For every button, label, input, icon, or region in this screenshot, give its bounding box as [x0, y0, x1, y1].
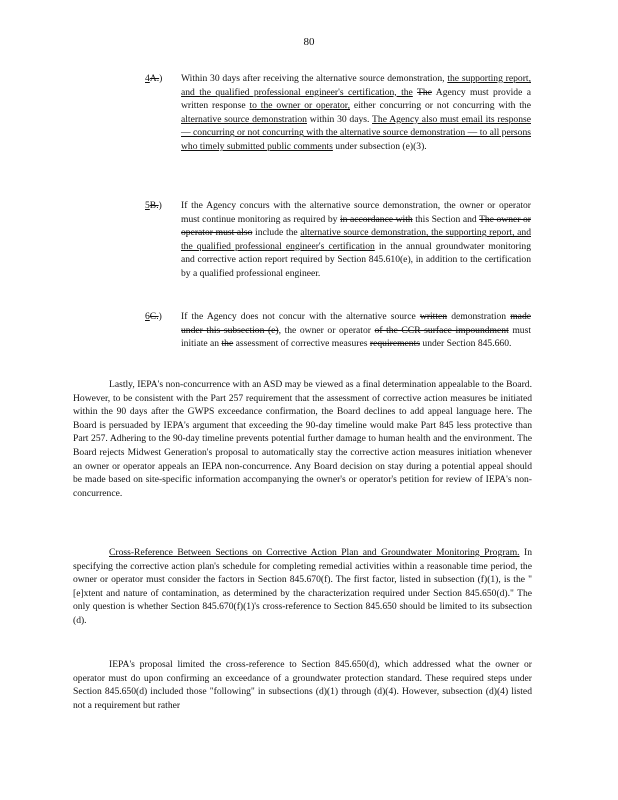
- item-text: [181, 310, 531, 351]
- item-label: 4A.): [145, 73, 163, 84]
- paragraph-iepa-proposal: [73, 658, 532, 712]
- text-run: demonstration: [447, 311, 511, 322]
- text-run: this Section and: [412, 213, 480, 225]
- text-run: under subsection (e)(3).: [332, 140, 427, 152]
- inserted-text: the supporting report, and the qualified professional engineer's certification, the: [181, 73, 531, 98]
- item-label: 5B.): [145, 200, 162, 211]
- text-run: either concurring or not concurring with the: [350, 100, 531, 112]
- text-run: under Section 845.660.: [420, 338, 512, 350]
- text-run: If the Agency does not concur with the alternative source: [181, 311, 420, 322]
- deleted-text: of the CCR surface impoundment: [374, 324, 509, 336]
- text-run: in the annual groundwater monitoring and corrective action report required by Section 845.610(e), in addition to the certification by a qualified professional engineer.: [181, 240, 531, 279]
- paragraph-cross-reference: [73, 546, 532, 628]
- deleted-text: written: [419, 311, 448, 322]
- deleted-text: made under this subsection (e): [181, 311, 531, 336]
- item-label: 6C.): [145, 311, 162, 322]
- inserted-text: alternative source demonstration, the supporting report, and the qualified professional engineer's certification: [181, 227, 531, 252]
- text-run: IEPA's proposal limited the cross-reference to Section 845.650(d), which addressed what the owner or operator must do upon confirming an exceedance of a groundwater protection standard. These required steps under Section 845.650(d) included those "following" in subsections (d)(1) through (d)(4). However, subsection (d)(4) listed not a requirement but rather: [73, 659, 532, 711]
- text-run: within 30 days.: [306, 113, 373, 125]
- inserted-text: The Agency also must email its response — concurring or not concurring with the alternative source demonstration — to all persons who timely submitted public comments: [181, 113, 531, 152]
- item-text: [181, 72, 531, 154]
- page-number: 80: [303, 36, 315, 48]
- inserted-text: alternative source demonstration: [181, 113, 307, 125]
- deleted-text: the: [221, 338, 234, 350]
- inserted-text: Cross-Reference Between Sections on Corrective Action Plan and Groundwater Monitoring Program.: [109, 547, 520, 558]
- deleted-text: The: [417, 86, 432, 98]
- text-run: , the owner or operator: [278, 324, 375, 336]
- text-run: must initiate an: [181, 324, 531, 350]
- text-run: Agency must provide a written response: [181, 86, 532, 112]
- text-run: assessment of corrective measures: [233, 338, 370, 350]
- text-run: Lastly, IEPA's non-concurrence with an ASD may be viewed as a final determination appealable to the Board. However, to be consistent with the Part 257 requirement that the assessment of corrective action measures be initiated within the 90 days after the GWPS exceedance confirmation, the Board declines to add appeal language here. The Board is persuaded by IEPA's argument that exceeding the 90-day timeline would make Part 845 less protective than Part 257. Adhering to the 90-day timeline prevents potential further damage to human health and the environment. The Board rejects Midwest Generation's proposal to automatically stay the corrective action measures initiation whenever an owner or operator appeals an IEPA non-concurrence. Any Board decision on stay during a potential appeal should be made based on site-specific information accompanying the owner's or operator's petition for review of IEPA's non-concurrence.: [73, 379, 532, 499]
- deleted-text: The owner or operator must also: [181, 213, 531, 239]
- item-text: [181, 199, 531, 281]
- deleted-text: in accordance with: [339, 213, 413, 225]
- inserted-text: to the owner or operator,: [249, 100, 351, 112]
- text-run: Within 30 days after receiving the alternative source demonstration,: [181, 73, 448, 84]
- deleted-text: requirements: [369, 338, 420, 350]
- paragraph-iepa-non-concurrence: [73, 378, 532, 500]
- text-run: include the: [252, 227, 301, 239]
- text-run: If the Agency concurs with the alternative source demonstration, the owner or operator must continue monitoring as required by: [181, 200, 531, 225]
- text-run: In specifying the corrective action plan's schedule for completing remedial activities within a reasonable time period, the owner or operator must consider the factors in Section 845.670(f). The first factor, listed in subsection (f)(1), is the "[e]xtent and nature of contamination, as determined by the characterization required under Section 845.650(d)." The only question is whether Section 845.670(f)(1)'s cross-reference to Section 845.650 should be limited to its subsection (d).: [73, 547, 532, 626]
